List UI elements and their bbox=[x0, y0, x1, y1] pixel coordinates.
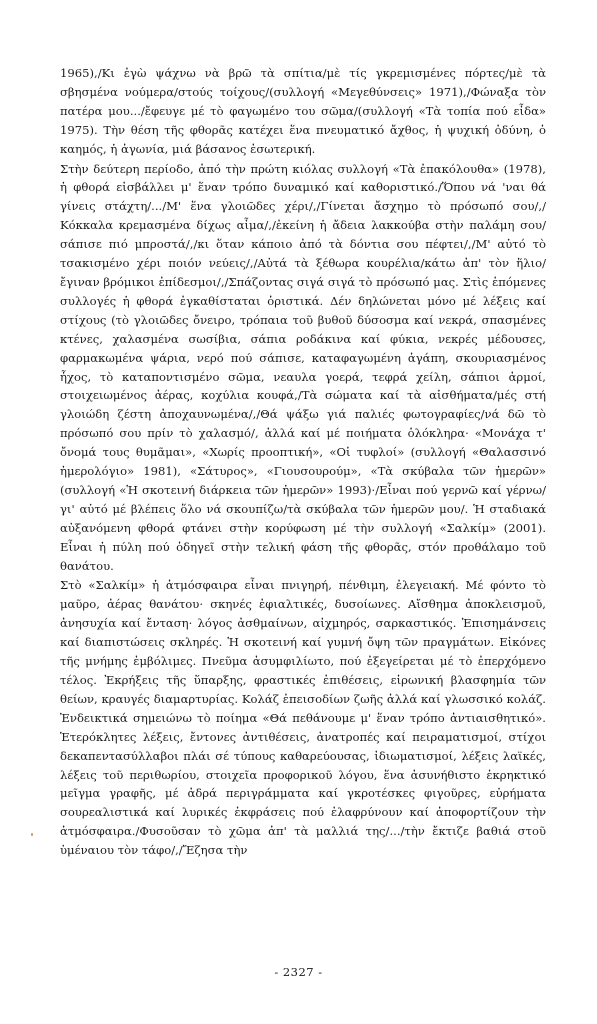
paper-speck bbox=[31, 833, 33, 836]
paragraph-3: Στὸ «Σαλκίμ» ἡ ἀτμόσφαιρα εἶναι πνιγηρή, πένθιμη, ἐλεγειακή. Μέ φόντο τὸ μαῦρο, ἀέρας θανάτου· σκηνές ἐφιαλτικές, δυσοίωνες. Αἴσθημα ἀποκλεισμοῦ, ἀνησυχία καί ἔνταση· λόγος ἀσθμαίνων, αἰχμηρός, σαρκαστικός. Ἐπισημάνσεις καί διαπιστώσεις σκληρές. Ἡ σκοτεινή καί γυμνή ὄψη τῶν πραγμάτων. Εἰκόνες τῆς μνήμης ἐμβόλιμες. Πνεῦμα ἀσυμφιλίωτο, πού ἐξεγείρεται μέ τὸ ἐπερχόμενο τέλος. Ἐκρήξεις τῆς ὕπαρξης, φραστικές ἐπιθέσεις, εἰρωνική βλασφημία τῶν θείων, κραυγές διαμαρτυρίας. Κολάζ ἐπεισοδίων ζωῆς ἀλλά καί γλωσσικό κολάζ. Ἐνδεικτικά σημειώνω τὸ ποίημα «Θά πεθάνουμε μ' ἕναν τρόπο ἀντιαισθητικό». Ἑτερόκλητες λέξεις, ἔντονες ἀντιθέσεις, ἀνατροπές καί πειραματισμοί, στίχοι δεκαπεντασύλλαβοι πλάι σέ τύπους καθαρεύουσας, ἰδιωματισμοί, λέξεις λαϊκές, λέξεις τοῦ περιθωρίου, στοιχεῖα προφορικοῦ λόγου, ἕνα ἀσυνήθιστο ἐκρηκτικό μεῖγμα γραφῆς, μέ ἀδρά περιγράμματα καί γκροτέσκες φιγοῦρες, εὐρήματα σουρεαλιστικά καί λυρικές ἐκφράσεις πού ἐλαφρύνουν καί ἀποφορτίζουν τὴν ἀτμόσφαιρα./Φυσοῦσαν τὸ χῶμα ἀπ' τὰ μαλλιά της/.../τὴν ἔκτιζε βαθιά στοῦ ὑμέναιου τὸν τάφο/,/Ἔζησα τὴν bbox=[60, 578, 546, 858]
paragraph-2: Στὴν δεύτερη περίοδο, ἀπό τὴν πρώτη κιόλας συλλογή «Τὰ ἐπακόλουθα» (1978), ἡ φθορά εἰσβάλλει μ' ἕναν τρόπο δυναμικό καί καθοριστικό./Ὅπου νά 'ναι θά γίνεις στάχτη/.../Μ' ἕνα γλοιῶδες χέρι/,/Γίνεται ἄσχημο τὸ πρόσωπό σου/,/Κόκκαλα κρεμασμένα δίχως αἷμα/,/ἐκείνη ἡ ἄδεια λακκούβα στὴν παλάμη σου/σάπισε πιό μπροστά/,/κι ὅταν κάποιο ἀπό τὰ δόντια σου πέφτει/,/Μ' αὐτό τὸ τσακισμένο χέρι ποιόν νεύεις/,/Αὐτά τὰ ξέθωρα κουρέλια/κάτω ἀπ' τὸν ἥλιο/ἔγιναν βρόμικοι ἐπίδεσμοι/,/Σπάζοντας σιγά σιγά τὸ πρόσωπό μας. Στὶς ἑπόμενες συλλογές ἡ φθορά ἐγκαθίσταται ὁριστικά. Δέν δηλώνεται μόνο μέ λέξεις καί στίχους (τὸ γλοιῶδες ὄνειρο, τρόπαια τοῦ βυθοῦ δύσοσμα καί νεκρά, σπασμένες κτένες, χαλασμένα σωσίβια, σάπια ροδάκινα καί φύκια, νεκρές μέδουσες, φαρμακωμένα ψάρια, νερό πού σάπισε, καταφαγωμένη ἀγάπη, σκουριασμένος ἦχος, τὸ καταποντισμένο σῶμα, νεαυλα γοερά, τεφρά χείλη, σάπιοι ἁρμοί, στοιχειωμένος ἀέρας, κοχύλια κουφά,/Τὰ σώματα καί τὰ αἰσθήματα/μές στή γλοιώδη ζέστη ἀποχαυνωμένα/,/Θά ψάξω γιά παλιές φωτογραφίες/νά δῶ τὸ πρόσωπό σου πρίν τὸ χαλασμό/, ἀλλά καί μέ ποιήματα ὁλόκληρα· «Μονάχα τ' ὄνομά τους θυμᾶμαι», «Χωρίς προοπτική», «Οἱ τυφλοί» (συλλογή «Θαλασσινό ἡμερολόγιο» 1981), «Σάτυρος», «Γιουσουρούμ», «Τὰ σκύβαλα τῶν ἡμερῶν» (συλλογή «Ἡ σκοτεινή διάρκεια τῶν ἡμερῶν» 1993)·/Εἶναι πού γερνῶ καί γέρνω/γι' αὐτό μέ βλέπεις ὅλο νά σκουπίζω/τὰ σκύβαλα τῶν ἡμερῶν μου/. Ἡ σταδιακά αὐξανόμενη φθορά φτάνει στὴν κορύφωση μέ τὴν συλλογή «Σαλκίμ» (2001). Εἶναι ἡ πύλη πού ὁδηγεῖ στὴν τελική φάση τῆς φθορᾶς, στόν προθάλαμο τοῦ θανάτου. bbox=[60, 161, 546, 573]
page-body bbox=[60, 64, 546, 984]
paragraph-1: 1965),/Κι ἐγὼ ψάχνω νὰ βρῶ τὰ σπίτια/μὲ τίς γκρεμισμένες πόρτες/μὲ τὰ σβησμένα νούμερα/στούς τοίχους/(συλλογή «Μεγεθύνσεις» 1971),/Φώναξα τὸν πατέρα μου.../ἔφευγε μέ τὸ φαγωμένο του σῶμα/(συλλογή «Τὰ τοπία πού εἶδα» 1975). Τὴν θέση τῆς φθορᾶς κατέχει ἕνα πνευματικό ἄχθος, ἡ ψυχική ὀδύνη, ὁ καημός, ἡ ἀγωνία, μιά βάσανος ἐσωτερική. bbox=[60, 66, 546, 156]
page-number: - 2327 - bbox=[274, 965, 323, 979]
